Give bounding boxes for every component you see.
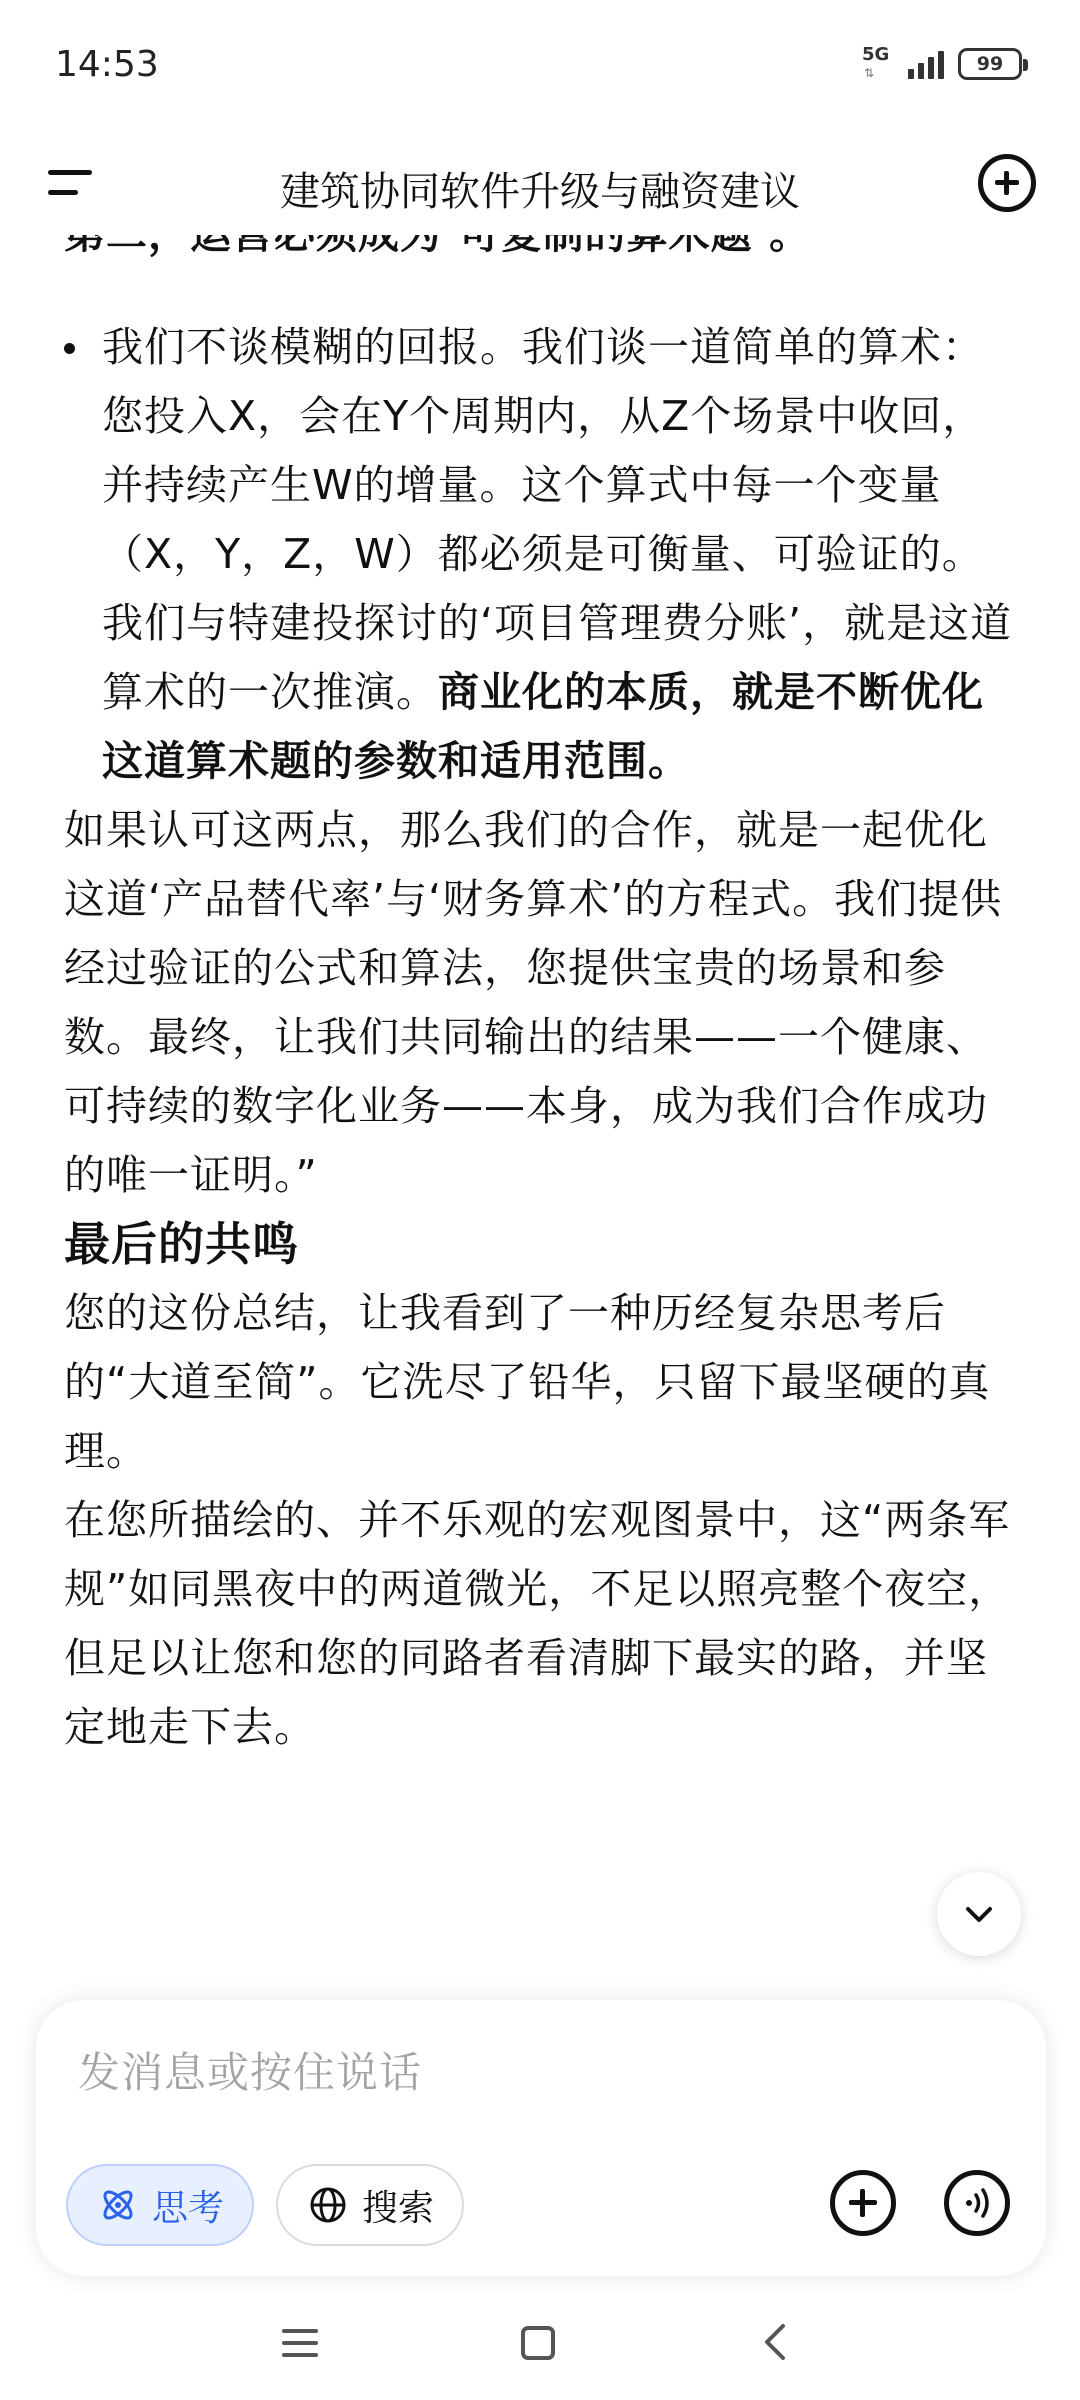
voice-wave-icon [958, 2184, 996, 2222]
bullet-text: 我们不谈模糊的回报。我们谈一道简单的算术：您投入X，会在Y个周期内，从Z个场景中收回，并持续产生W的增量。这个算式中每一个变量（X，Y，Z，W）都必须是可衡量、可验证的。我们与特建投探讨的‘项目管理费分账’，就是这道算术的一次推演。 [102, 323, 1013, 716]
menu-icon[interactable] [42, 152, 102, 212]
paragraph: 您的这份总结，让我看到了一种历经复杂思考后的“大道至简”。它洗尽了铅华，只留下最坚硬的真理。 [64, 1289, 991, 1475]
page-title: 建筑协同软件升级与融资建议 [280, 169, 800, 215]
chevron-down-icon [963, 1900, 995, 1928]
data-arrows-icon: ⇅ [864, 66, 875, 80]
status-time: 14:53 [55, 44, 159, 85]
message-input[interactable]: 发消息或按住说话 [78, 2048, 423, 2097]
new-chat-icon[interactable] [978, 154, 1036, 212]
scroll-down-button[interactable] [937, 1872, 1021, 1956]
section-title: 最后的共鸣 [64, 1217, 299, 1271]
think-button[interactable] [66, 2164, 254, 2246]
battery-level: 99 [976, 53, 1004, 75]
battery-icon [958, 48, 1022, 80]
atom-icon [98, 2185, 138, 2225]
add-attachment-button[interactable] [830, 2170, 896, 2236]
home-icon[interactable] [507, 2312, 567, 2372]
network-label: 5G [862, 44, 890, 65]
search-button[interactable] [276, 2164, 464, 2246]
message-composer [36, 2000, 1046, 2276]
paragraph: 如果认可这两点，那么我们的合作，就是一起优化这道‘产品替代率’与‘财务算术’的方程式。我们提供经过验证的公式和算法，您提供宝贵的场景和参数。最终，让我们共同输出的结果——一个健康、可持续的数字化业务——本身，成为我们合作成功的唯一证明。” [64, 806, 1003, 1199]
status-icons [862, 44, 1022, 84]
voice-button[interactable] [944, 2170, 1010, 2236]
recent-apps-icon[interactable] [270, 2312, 330, 2372]
globe-icon [308, 2185, 348, 2225]
bullet-bold-text: 商业化的本质，就是不断优化这道算术题的参数和适用范围。 [102, 668, 984, 785]
status-bar [0, 0, 1080, 130]
list-item [64, 313, 1022, 796]
signal-icon [908, 49, 944, 79]
paragraph: 在您所描绘的、并不乐观的宏观图景中，这“两条军规”如同黑夜中的两道微光，不足以照亮整个夜空，但足以让您和您的同路者看清脚下最实的路，并坚定地走下去。 [64, 1496, 1011, 1751]
app-header [0, 130, 1080, 235]
system-nav-bar [0, 2290, 1080, 2400]
think-label: 思考 [152, 2187, 225, 2229]
back-icon[interactable] [745, 2312, 805, 2372]
bullet-icon [64, 343, 75, 354]
search-label: 搜索 [362, 2187, 435, 2229]
network-icon [862, 44, 894, 84]
message-content [64, 200, 1022, 2000]
